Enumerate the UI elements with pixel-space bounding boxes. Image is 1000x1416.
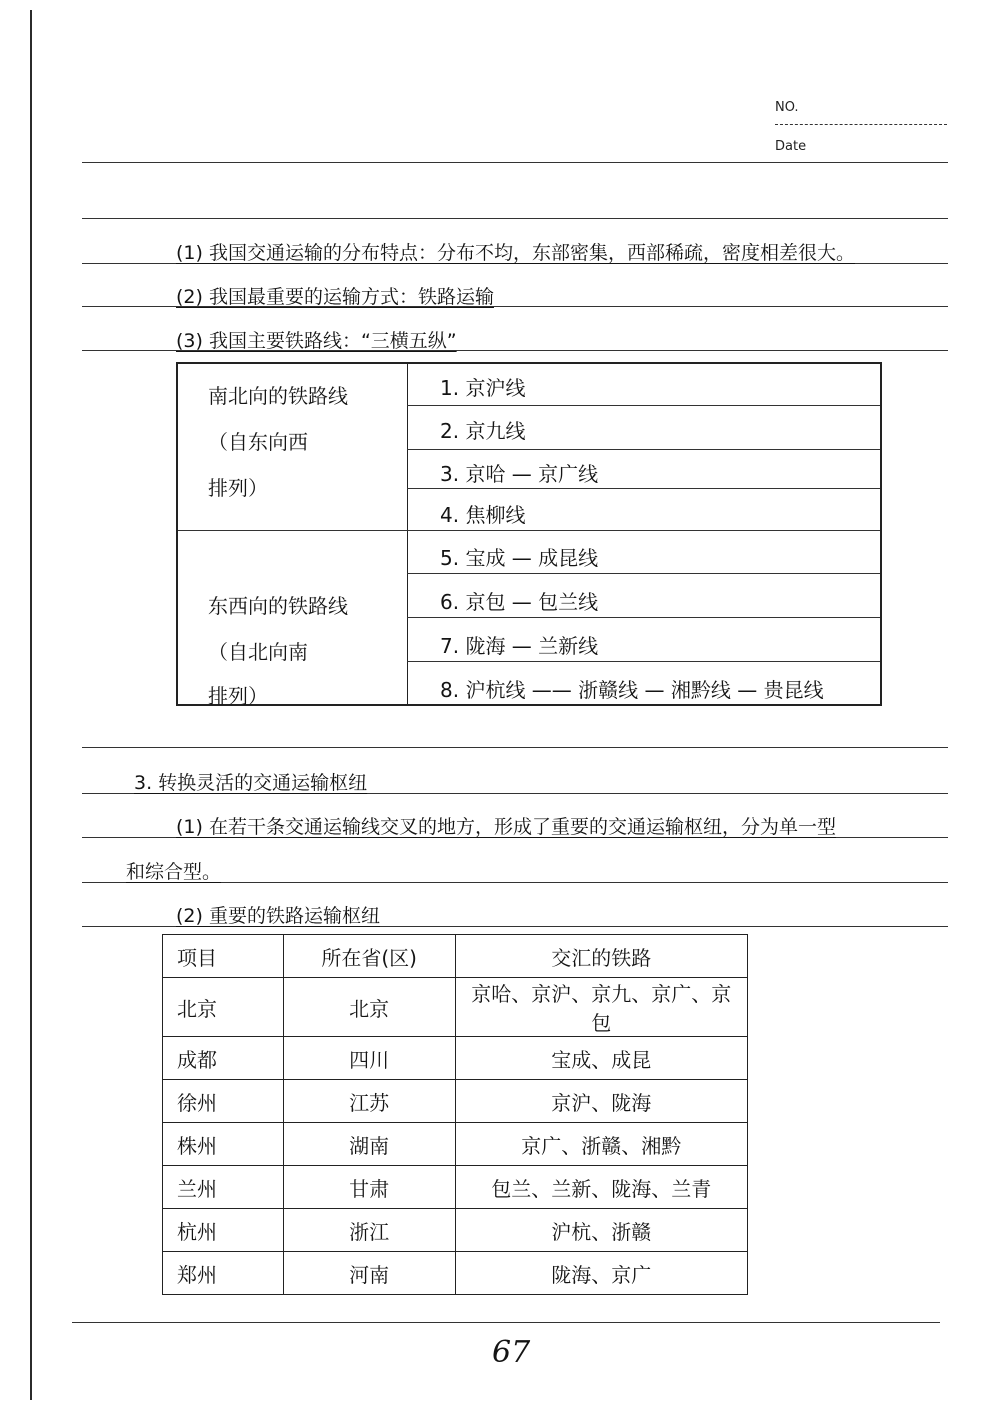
hub-railways: 陇海、京广 bbox=[455, 1252, 747, 1295]
section-3-point-2: (2) 重要的铁路运输枢纽 bbox=[176, 905, 380, 927]
section-3-point-1-cont: 和综合型。 bbox=[126, 861, 222, 883]
table-row bbox=[163, 978, 748, 1037]
hub-railways: 沪杭、浙赣 bbox=[455, 1209, 747, 1252]
table-row-divider bbox=[407, 661, 880, 662]
hub-province: 湖南 bbox=[283, 1123, 455, 1166]
hub-province: 北京 bbox=[283, 978, 455, 1037]
hub-province: 浙江 bbox=[283, 1209, 455, 1252]
table-row-divider bbox=[407, 488, 880, 489]
header-item: 项目 bbox=[163, 935, 284, 978]
hub-province: 河南 bbox=[283, 1252, 455, 1295]
table-row bbox=[163, 1037, 748, 1080]
rule-line bbox=[82, 218, 948, 219]
hub-city: 株州 bbox=[163, 1123, 284, 1166]
table-row bbox=[163, 1209, 748, 1252]
table-header-row bbox=[163, 935, 748, 978]
header-province: 所在省(区) bbox=[283, 935, 455, 978]
hub-city: 徐州 bbox=[163, 1080, 284, 1123]
no-label: NO. bbox=[775, 100, 799, 115]
railway-lines-table bbox=[176, 362, 882, 706]
railway-line-item: 4. 焦柳线 bbox=[440, 503, 526, 527]
railway-line-item: 2. 京九线 bbox=[440, 419, 526, 443]
table-row-divider bbox=[407, 573, 880, 574]
table-row bbox=[163, 1252, 748, 1295]
table-row-divider bbox=[407, 617, 880, 618]
hub-railways: 京广、浙赣、湘黔 bbox=[455, 1123, 747, 1166]
hub-railways: 宝成、成昆 bbox=[455, 1037, 747, 1080]
hub-city: 北京 bbox=[163, 978, 284, 1037]
table-row-divider bbox=[407, 449, 880, 450]
railway-line-item: 8. 沪杭线 —— 浙赣线 — 湘黔线 — 贵昆线 bbox=[440, 678, 824, 702]
hub-province: 甘肃 bbox=[283, 1166, 455, 1209]
hub-city: 郑州 bbox=[163, 1252, 284, 1295]
hub-railways: 包兰、兰新、陇海、兰青 bbox=[455, 1166, 747, 1209]
margin-line bbox=[30, 10, 32, 1400]
railway-line-item: 3. 京哈 — 京广线 bbox=[440, 462, 599, 486]
hub-railways: 京沪、陇海 bbox=[455, 1080, 747, 1123]
hub-province: 江苏 bbox=[283, 1080, 455, 1123]
table-row bbox=[163, 1080, 748, 1123]
point-3: (3) 我国主要铁路线：“三横五纵” bbox=[176, 330, 457, 352]
table-row-divider bbox=[178, 530, 880, 531]
section-3-point-1: (1) 在若干条交通运输线交叉的地方，形成了重要的交通运输枢纽，分为单一型 bbox=[176, 816, 836, 838]
hub-city: 兰州 bbox=[163, 1166, 284, 1209]
rule-line bbox=[82, 162, 948, 163]
east-west-label: 东西向的铁路线 bbox=[208, 594, 348, 618]
railway-line-item: 1. 京沪线 bbox=[440, 376, 526, 400]
table-column-divider bbox=[407, 364, 408, 704]
rule-line bbox=[72, 1322, 940, 1323]
north-south-label: 南北向的铁路线 bbox=[208, 384, 348, 408]
point-2: (2) 我国最重要的运输方式：铁路运输 bbox=[176, 286, 494, 308]
table-row bbox=[163, 1123, 748, 1166]
header-railways: 交汇的铁路 bbox=[455, 935, 747, 978]
railway-hub-table bbox=[162, 934, 748, 1295]
railway-line-item: 5. 宝成 — 成昆线 bbox=[440, 546, 599, 570]
page-number: 67 bbox=[492, 1335, 531, 1370]
no-dash-line bbox=[775, 124, 947, 125]
railway-line-item: 6. 京包 — 包兰线 bbox=[440, 590, 599, 614]
date-label: Date bbox=[775, 139, 807, 154]
point-1: (1) 我国交通运输的分布特点：分布不均，东部密集，西部稀疏，密度相差很大。 bbox=[176, 242, 855, 264]
section-3-title: 3. 转换灵活的交通运输枢纽 bbox=[134, 772, 368, 794]
north-south-order: （自东向西 bbox=[208, 430, 308, 454]
table-row-divider bbox=[407, 405, 880, 406]
hub-city: 杭州 bbox=[163, 1209, 284, 1252]
railway-line-item: 7. 陇海 — 兰新线 bbox=[440, 634, 599, 658]
east-west-order-end: 排列） bbox=[208, 684, 268, 708]
hub-province: 四川 bbox=[283, 1037, 455, 1080]
east-west-order: （自北向南 bbox=[208, 640, 308, 664]
hub-railways: 京哈、京沪、京九、京广、京包 bbox=[455, 978, 747, 1037]
rule-line bbox=[82, 747, 948, 748]
table-row bbox=[163, 1166, 748, 1209]
north-south-order-end: 排列） bbox=[208, 476, 268, 500]
hub-city: 成都 bbox=[163, 1037, 284, 1080]
